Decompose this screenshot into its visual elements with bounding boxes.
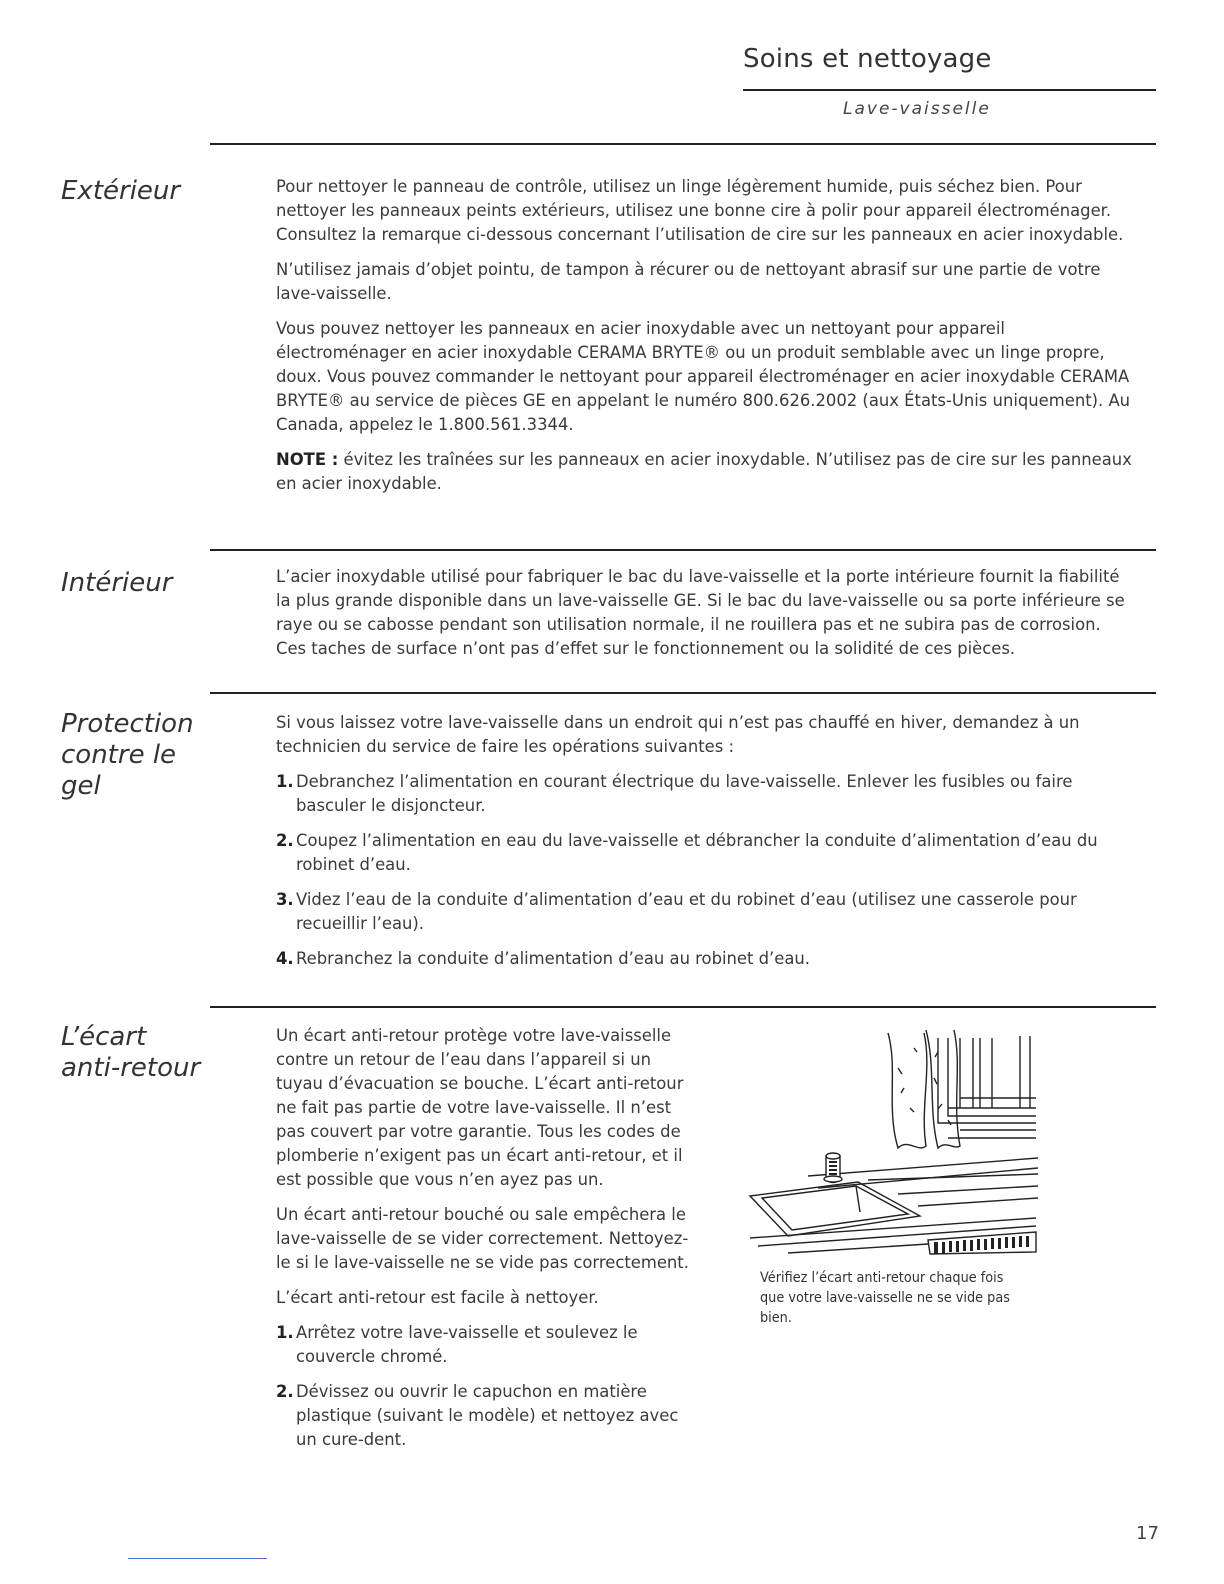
step-text: Rebranchez la conduite d’alimentation d’eau au robinet d’eau. bbox=[296, 949, 810, 968]
paragraph: Vous pouvez nettoyer les panneaux en acier inoxydable avec un nettoyant pour appareil électroménager en acier inoxydable CERAMA BRYTE® ou un produit semblable avec un linge propre, doux. Vous pouvez commander le nettoyant pour appareil électroménager en acier inoxydable CERAMA BRYTE® au service de pièces GE en appelant le numéro 800.626.2002 (aux États-Unis uniquement). Au Canada, appelez le 1.800.561.3344. bbox=[276, 319, 1131, 434]
list-item bbox=[276, 1380, 696, 1452]
paragraph: Pour nettoyer le panneau de contrôle, utilisez un linge légèrement humide, puis séchez bien. Pour nettoyer les panneaux peints extérieurs, utilisez une bonne cire à polir pour appareil électroménager. Consultez la remarque ci-dessous concernant l’utilisation de cire sur les panneaux en acier inoxydable. bbox=[276, 177, 1124, 244]
list-item bbox=[276, 829, 1136, 877]
heading-interieur: Intérieur bbox=[61, 568, 173, 598]
heading-line: gel bbox=[61, 771, 101, 801]
paragraph: N’utilisez jamais d’objet pointu, de tampon à récurer ou de nettoyant abrasif sur une partie de votre lave-vaisselle. bbox=[276, 260, 1101, 303]
step-number: 1. bbox=[276, 1323, 294, 1342]
step-number: 1. bbox=[276, 772, 294, 791]
section-divider bbox=[210, 549, 1156, 551]
note-text: évitez les traînées sur les panneaux en acier inoxydable. N’utilisez pas de cire sur les panneaux en acier inoxydable. bbox=[276, 450, 1132, 493]
section-interieur bbox=[276, 565, 1136, 672]
paragraph: L’écart anti-retour est facile à nettoyer. bbox=[276, 1288, 599, 1307]
step-number: 4. bbox=[276, 949, 294, 968]
step-text: Coupez l’alimentation en eau du lave-vaisselle et débrancher la conduite d’alimentation d’eau du robinet d’eau. bbox=[296, 831, 1098, 874]
section-divider bbox=[210, 692, 1156, 694]
page-subtitle: Lave-vaisselle bbox=[843, 99, 991, 119]
steps-list bbox=[276, 1321, 696, 1452]
heading-gel bbox=[61, 709, 194, 802]
page-number: 17 bbox=[1136, 1523, 1159, 1544]
heading-exterieur: Extérieur bbox=[61, 176, 181, 206]
paragraph: Un écart anti-retour protège votre lave-vaisselle contre un retour de l’eau dans l’appareil si un tuyau d’évacuation se bouche. L’écart anti-retour ne fait pas partie de votre lave-vaisselle. Il n’est pas couvert par votre garantie. Tous les codes de plomberie n’exigent pas un écart anti-retour, et il est possible que vous n’en ayez pas un. bbox=[276, 1026, 684, 1189]
step-number: 2. bbox=[276, 831, 294, 850]
section-divider bbox=[210, 143, 1156, 145]
list-item bbox=[276, 947, 1136, 971]
steps-list bbox=[276, 770, 1136, 971]
heading-line: contre le bbox=[61, 740, 177, 770]
heading-ecart bbox=[61, 1022, 200, 1084]
section-ecart bbox=[276, 1024, 696, 1463]
heading-line: L’écart bbox=[61, 1022, 147, 1052]
step-number: 2. bbox=[276, 1382, 294, 1401]
list-item bbox=[276, 770, 1136, 818]
heading-line: anti-retour bbox=[61, 1053, 201, 1083]
section-gel bbox=[276, 711, 1136, 982]
step-number: 3. bbox=[276, 890, 294, 909]
footer-line bbox=[128, 1558, 267, 1559]
paragraph: Un écart anti-retour bouché ou sale empêchera le lave-vaisselle de se vider correctement. Nettoyez-le si le lave-vaisselle ne se vide pas correctement. bbox=[276, 1205, 689, 1272]
heading-line: Protection bbox=[61, 709, 194, 739]
list-item bbox=[276, 1321, 696, 1369]
illustration-caption: Vérifiez l’écart anti-retour chaque fois que votre lave-vaisselle ne se vide pas bien. bbox=[760, 1270, 1010, 1326]
step-text: Dévissez ou ouvrir le capuchon en matière plastique (suivant le modèle) et nettoyez avec un cure-dent. bbox=[296, 1382, 679, 1449]
air-gap-illustration bbox=[748, 1008, 1038, 1268]
step-text: Debranchez l’alimentation en courant électrique du lave-vaisselle. Enlever les fusibles ou faire basculer le disjoncteur. bbox=[296, 772, 1073, 815]
page-title: Soins et nettoyage bbox=[743, 44, 992, 74]
title-rule bbox=[743, 89, 1156, 91]
note-label: NOTE : bbox=[276, 450, 339, 469]
paragraph: L’acier inoxydable utilisé pour fabriquer le bac du lave-vaisselle et la porte intérieure fournit la fiabilité la plus grande disponible dans un lave-vaisselle GE. Si le bac du lave-vaisselle ou sa porte inférieure se raye ou se cabosse pendant son utilisation normale, il ne rouillera pas et ne subira pas de corrosion. Ces taches de surface n’ont pas d’effet sur le fonctionnement ou la solidité de ces pièces. bbox=[276, 567, 1125, 658]
step-text: Videz l’eau de la conduite d’alimentation d’eau et du robinet d’eau (utilisez une casserole pour recueillir l’eau). bbox=[296, 890, 1077, 933]
list-item bbox=[276, 888, 1136, 936]
paragraph: Si vous laissez votre lave-vaisselle dans un endroit qui n’est pas chauffé en hiver, demandez à un technicien du service de faire les opérations suivantes : bbox=[276, 713, 1080, 756]
step-text: Arrêtez votre lave-vaisselle et soulevez le couvercle chromé. bbox=[296, 1323, 638, 1366]
note bbox=[276, 448, 1136, 496]
section-exterieur bbox=[276, 175, 1136, 507]
